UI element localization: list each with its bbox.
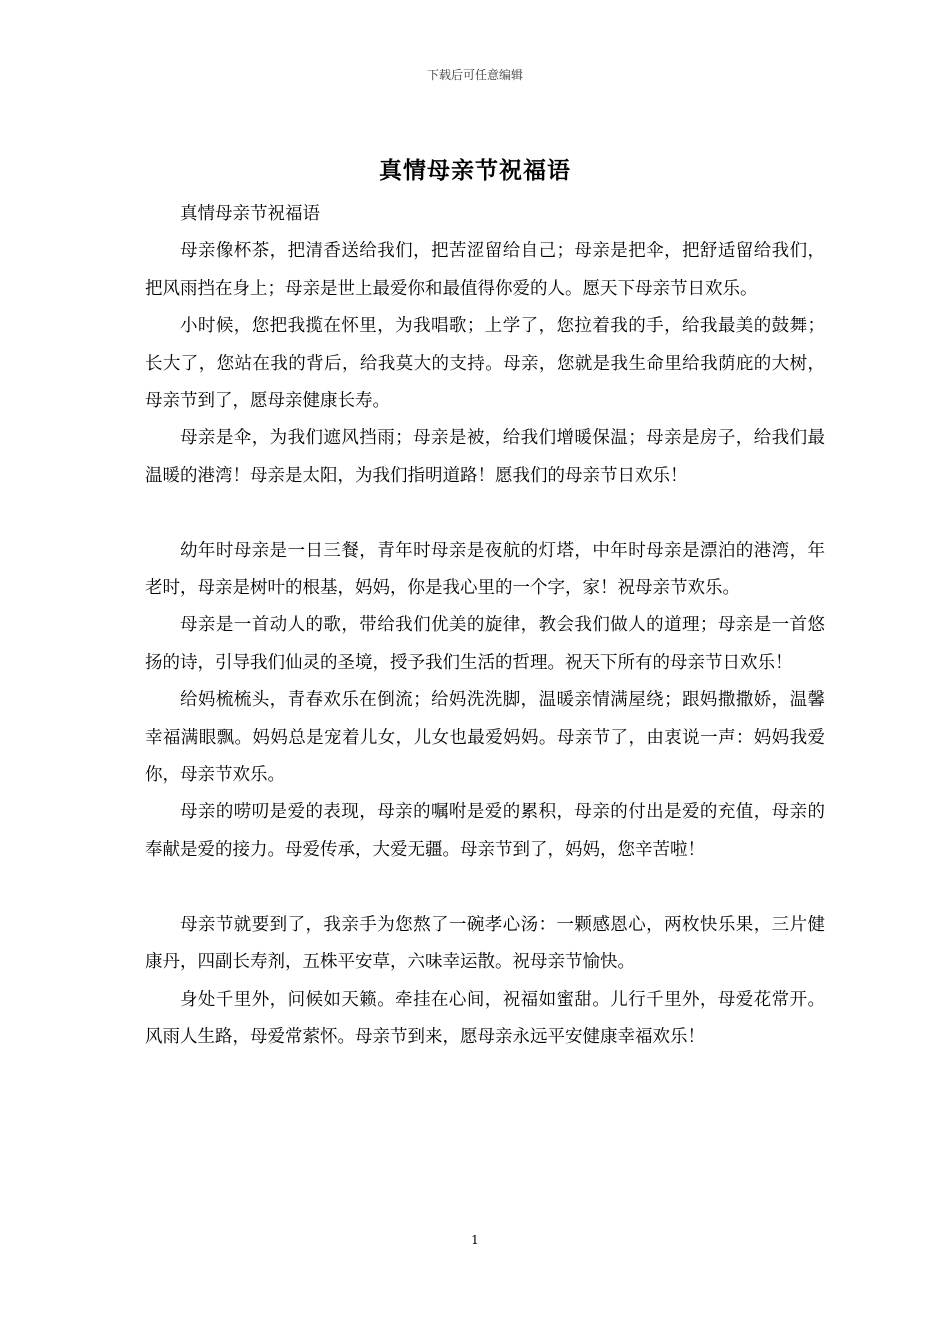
paragraph: 母亲像杯茶，把清香送给我们，把苦涩留给自己；母亲是把伞，把舒适留给我们，把风雨挡在身上；母亲是世上最爱你和最值得你爱的人。愿天下母亲节日欢乐。 — [145, 241, 825, 299]
document-title: 真情母亲节祝福语 — [379, 157, 571, 184]
paragraph: 母亲的唠叨是爱的表现，母亲的嘱咐是爱的累积，母亲的付出是爱的充值，母亲的奉献是爱的接力。母爱传承，大爱无疆。母亲节到了，妈妈，您辛苦啦！ — [145, 802, 825, 860]
paragraph-subtitle: 真情母亲节祝福语 — [180, 204, 320, 224]
header-note: 下载后可任意编辑 — [426, 68, 523, 82]
paragraph: 给妈梳梳头，青春欢乐在倒流；给妈洗洗脚，温暖亲情满屋绕；跟妈撒撒娇，温馨幸福满眼飘。妈妈总是宠着儿女，儿女也最爱妈妈。母亲节了，由衷说一声：妈妈我爱你，母亲节欢乐。 — [145, 690, 825, 786]
document-body — [145, 196, 825, 1056]
paragraph: 母亲是一首动人的歌，带给我们优美的旋律，教会我们做人的道理；母亲是一首悠扬的诗，引导我们仙灵的圣境，授予我们生活的哲理。祝天下所有的母亲节日欢乐！ — [145, 615, 825, 673]
paragraph: 母亲是伞，为我们遮风挡雨；母亲是被，给我们增暖保温；母亲是房子，给我们最温暖的港湾！母亲是太阳，为我们指明道路！愿我们的母亲节日欢乐！ — [145, 428, 825, 486]
page-number: 1 — [471, 1233, 479, 1247]
paragraph: 母亲节就要到了，我亲手为您熬了一碗孝心汤：一颗感恩心，两枚快乐果，三片健康丹，四副长寿剂，五株平安草，六味幸运散。祝母亲节愉快。 — [145, 914, 825, 973]
paragraph: 幼年时母亲是一日三餐，青年时母亲是夜航的灯塔，中年时母亲是漂泊的港湾，年老时，母亲是树叶的根基，妈妈，你是我心里的一个字，家！祝母亲节欢乐。 — [145, 540, 825, 599]
paragraph: 小时候，您把我揽在怀里，为我唱歌；上学了，您拉着我的手，给我最美的鼓舞；长大了，您站在我的背后，给我莫大的支持。母亲，您就是我生命里给我荫庇的大树，母亲节到了，愿母亲健康长寿。 — [145, 316, 825, 412]
paragraph: 身处千里外，问候如天籁。牵挂在心间，祝福如蜜甜。儿行千里外，母爱花常开。风雨人生路，母爱常萦怀。母亲节到来，愿母亲永远平安健康幸福欢乐！ — [145, 989, 825, 1047]
